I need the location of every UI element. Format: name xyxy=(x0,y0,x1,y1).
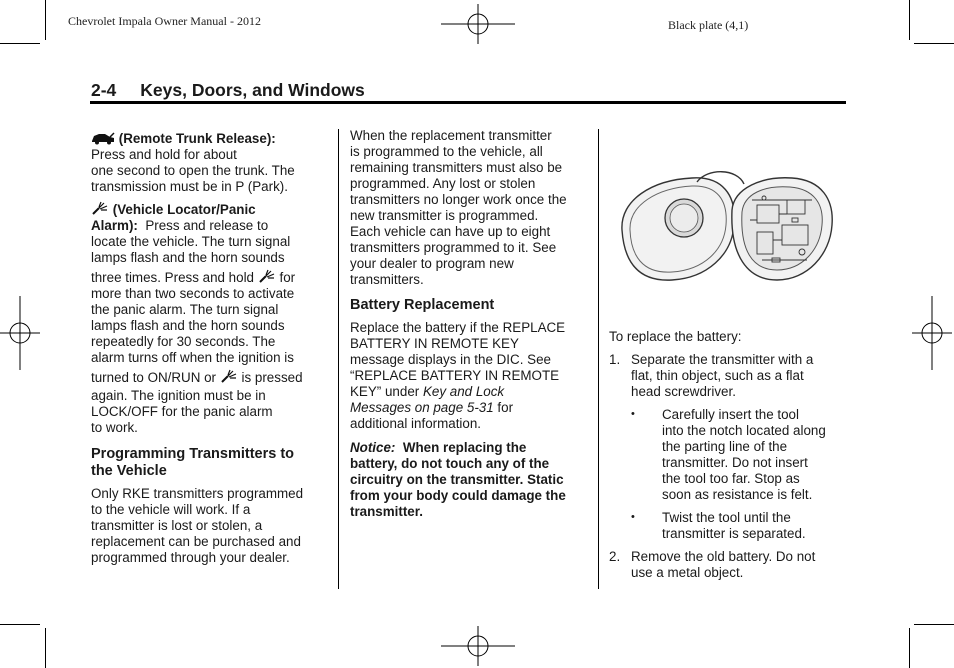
battery-heading: Battery Replacement xyxy=(350,297,495,313)
text-line: new transmitter is programmed. xyxy=(350,208,539,223)
text-line: Twist the tool until the xyxy=(662,510,791,525)
text-line: use a metal object. xyxy=(631,565,744,580)
text-line: more than two seconds to activate xyxy=(91,286,295,301)
column-divider xyxy=(338,129,339,589)
text-line: programmed through your dealer. xyxy=(91,550,290,565)
trunk-release-label: (Remote Trunk Release): xyxy=(118,131,276,146)
plate-label: Black plate (4,1) xyxy=(668,18,749,32)
text-line: transmitter. Do not insert xyxy=(662,455,808,470)
registration-mark xyxy=(441,626,515,666)
text-line: flat, thin object, such as a flat xyxy=(631,368,804,383)
step-number: 2. xyxy=(609,549,621,564)
text-line: additional information. xyxy=(350,416,482,431)
step-2 xyxy=(609,549,849,581)
locator-label-line xyxy=(91,201,331,218)
text-line: Remove the old battery. Do not xyxy=(631,549,816,564)
bullet-mark: • xyxy=(631,408,635,420)
step-number: 1. xyxy=(609,352,621,367)
programming-heading-cont: the Vehicle xyxy=(91,463,167,479)
manual-title: Chevrolet Impala Owner Manual - 2012 xyxy=(68,14,261,28)
text-span: KEY” under xyxy=(350,384,420,399)
car-trunk-icon xyxy=(91,132,115,145)
column-3 xyxy=(609,329,849,581)
text-line: repeatedly for 30 seconds. The xyxy=(91,334,276,349)
text-line xyxy=(91,218,331,234)
text-line: programmed. Any lost or stolen xyxy=(350,176,536,191)
text-line: alarm turns off when the ignition is xyxy=(91,350,294,365)
text-line: to work. xyxy=(91,420,138,435)
text-line: battery, do not touch any of the xyxy=(350,456,550,471)
text-line: to the vehicle will work. If a xyxy=(91,502,251,517)
intro-line: To replace the battery: xyxy=(609,329,742,344)
text-line: the tool too far. Stop as xyxy=(662,471,800,486)
heading-rule xyxy=(90,101,846,104)
crop-mark xyxy=(909,0,910,40)
registration-mark xyxy=(441,4,515,44)
text-line: Press and hold for about xyxy=(91,147,237,162)
text-line: transmitter is separated. xyxy=(662,526,806,541)
crop-mark xyxy=(45,628,46,668)
text-line: lamps flash and the horn sounds xyxy=(91,250,285,265)
crop-mark xyxy=(914,43,954,44)
text-line: Separate the transmitter with a xyxy=(631,352,814,367)
bullet-2 xyxy=(609,510,849,542)
text-line xyxy=(350,384,592,400)
column-1 xyxy=(91,131,331,566)
crop-mark xyxy=(0,624,40,625)
text-line: your dealer to program new xyxy=(350,256,514,271)
text-line: into the notch located along xyxy=(662,423,826,438)
text-line: soon as resistance is felt. xyxy=(662,487,813,502)
horn-icon xyxy=(91,201,109,216)
text-line: Carefully insert the tool xyxy=(662,407,799,422)
registration-mark xyxy=(912,296,952,370)
text-line: Replace the battery if the REPLACE xyxy=(350,320,566,335)
section-title: Keys, Doors, and Windows xyxy=(140,80,365,100)
text-span: turned to ON/RUN or xyxy=(91,370,217,385)
text-line: lamps flash and the horn sounds xyxy=(91,318,285,333)
section-heading xyxy=(91,80,365,101)
crop-mark xyxy=(914,624,954,625)
text-line: transmitters programmed to it. See xyxy=(350,240,557,255)
text-line xyxy=(350,400,592,416)
text-line: transmitters no longer work once the xyxy=(350,192,567,207)
text-line: circuitry on the transmitter. Static xyxy=(350,472,564,487)
text-line: Only RKE transmitters programmed xyxy=(91,486,304,501)
text-span: for xyxy=(279,270,296,285)
section-number: 2-4 xyxy=(91,80,117,100)
text-line: head screwdriver. xyxy=(631,384,736,399)
text-line: from your body could damage the xyxy=(350,488,566,503)
alarm-label: Alarm): xyxy=(91,218,138,233)
text-line: the panic alarm. The turn signal xyxy=(91,302,279,317)
text-line: locate the vehicle. The turn signal xyxy=(91,234,291,249)
text-line: When the replacement transmitter xyxy=(350,128,552,143)
text-line xyxy=(91,369,331,386)
text-line: one second to open the trunk. The xyxy=(91,163,295,178)
bullet-mark: • xyxy=(631,511,635,523)
column-2 xyxy=(350,128,592,520)
text-line: Each vehicle can have up to eight xyxy=(350,224,551,239)
horn-icon xyxy=(258,269,276,284)
text-line: “REPLACE BATTERY IN REMOTE xyxy=(350,368,560,383)
text-span: is pressed xyxy=(241,370,303,385)
text-line xyxy=(91,269,331,286)
text-line: transmission must be in P (Park). xyxy=(91,179,288,194)
crop-mark xyxy=(0,43,40,44)
text-line: again. The ignition must be in xyxy=(91,388,266,403)
text-line: is programmed to the vehicle, all xyxy=(350,144,543,159)
locator-label: (Vehicle Locator/Panic xyxy=(112,202,256,217)
text-span: When replacing the xyxy=(402,440,527,455)
text-span: three times. Press and hold xyxy=(91,270,255,285)
cross-reference: Messages on page 5‑31 xyxy=(350,400,494,415)
text-line: message displays in the DIC. See xyxy=(350,352,551,367)
text-line: transmitters. xyxy=(350,272,424,287)
notice-line xyxy=(350,440,592,456)
text-line: replacement can be purchased and xyxy=(91,534,301,549)
text-line: remaining transmitters must also be xyxy=(350,160,563,175)
notice-label: Notice: xyxy=(350,440,396,455)
trunk-release-line xyxy=(91,131,331,147)
registration-mark xyxy=(0,296,40,370)
crop-mark xyxy=(45,0,46,40)
text-span: Press and release to xyxy=(145,218,269,233)
cross-reference: Key and Lock xyxy=(422,384,505,399)
text-line: LOCK/OFF for the panic alarm xyxy=(91,404,273,419)
text-line: transmitter. xyxy=(350,504,423,519)
crop-mark xyxy=(909,628,910,668)
programming-heading: Programming Transmitters to xyxy=(91,446,295,462)
text-span: for xyxy=(497,400,514,415)
bullet-1 xyxy=(609,407,849,503)
text-line: BATTERY IN REMOTE KEY xyxy=(350,336,519,351)
text-line: the parting line of the xyxy=(662,439,788,454)
horn-icon xyxy=(220,369,238,384)
text-line: transmitter is lost or stolen, a xyxy=(91,518,263,533)
column-divider xyxy=(598,129,599,589)
key-fob-illustration xyxy=(612,170,842,290)
step-1 xyxy=(609,352,849,400)
